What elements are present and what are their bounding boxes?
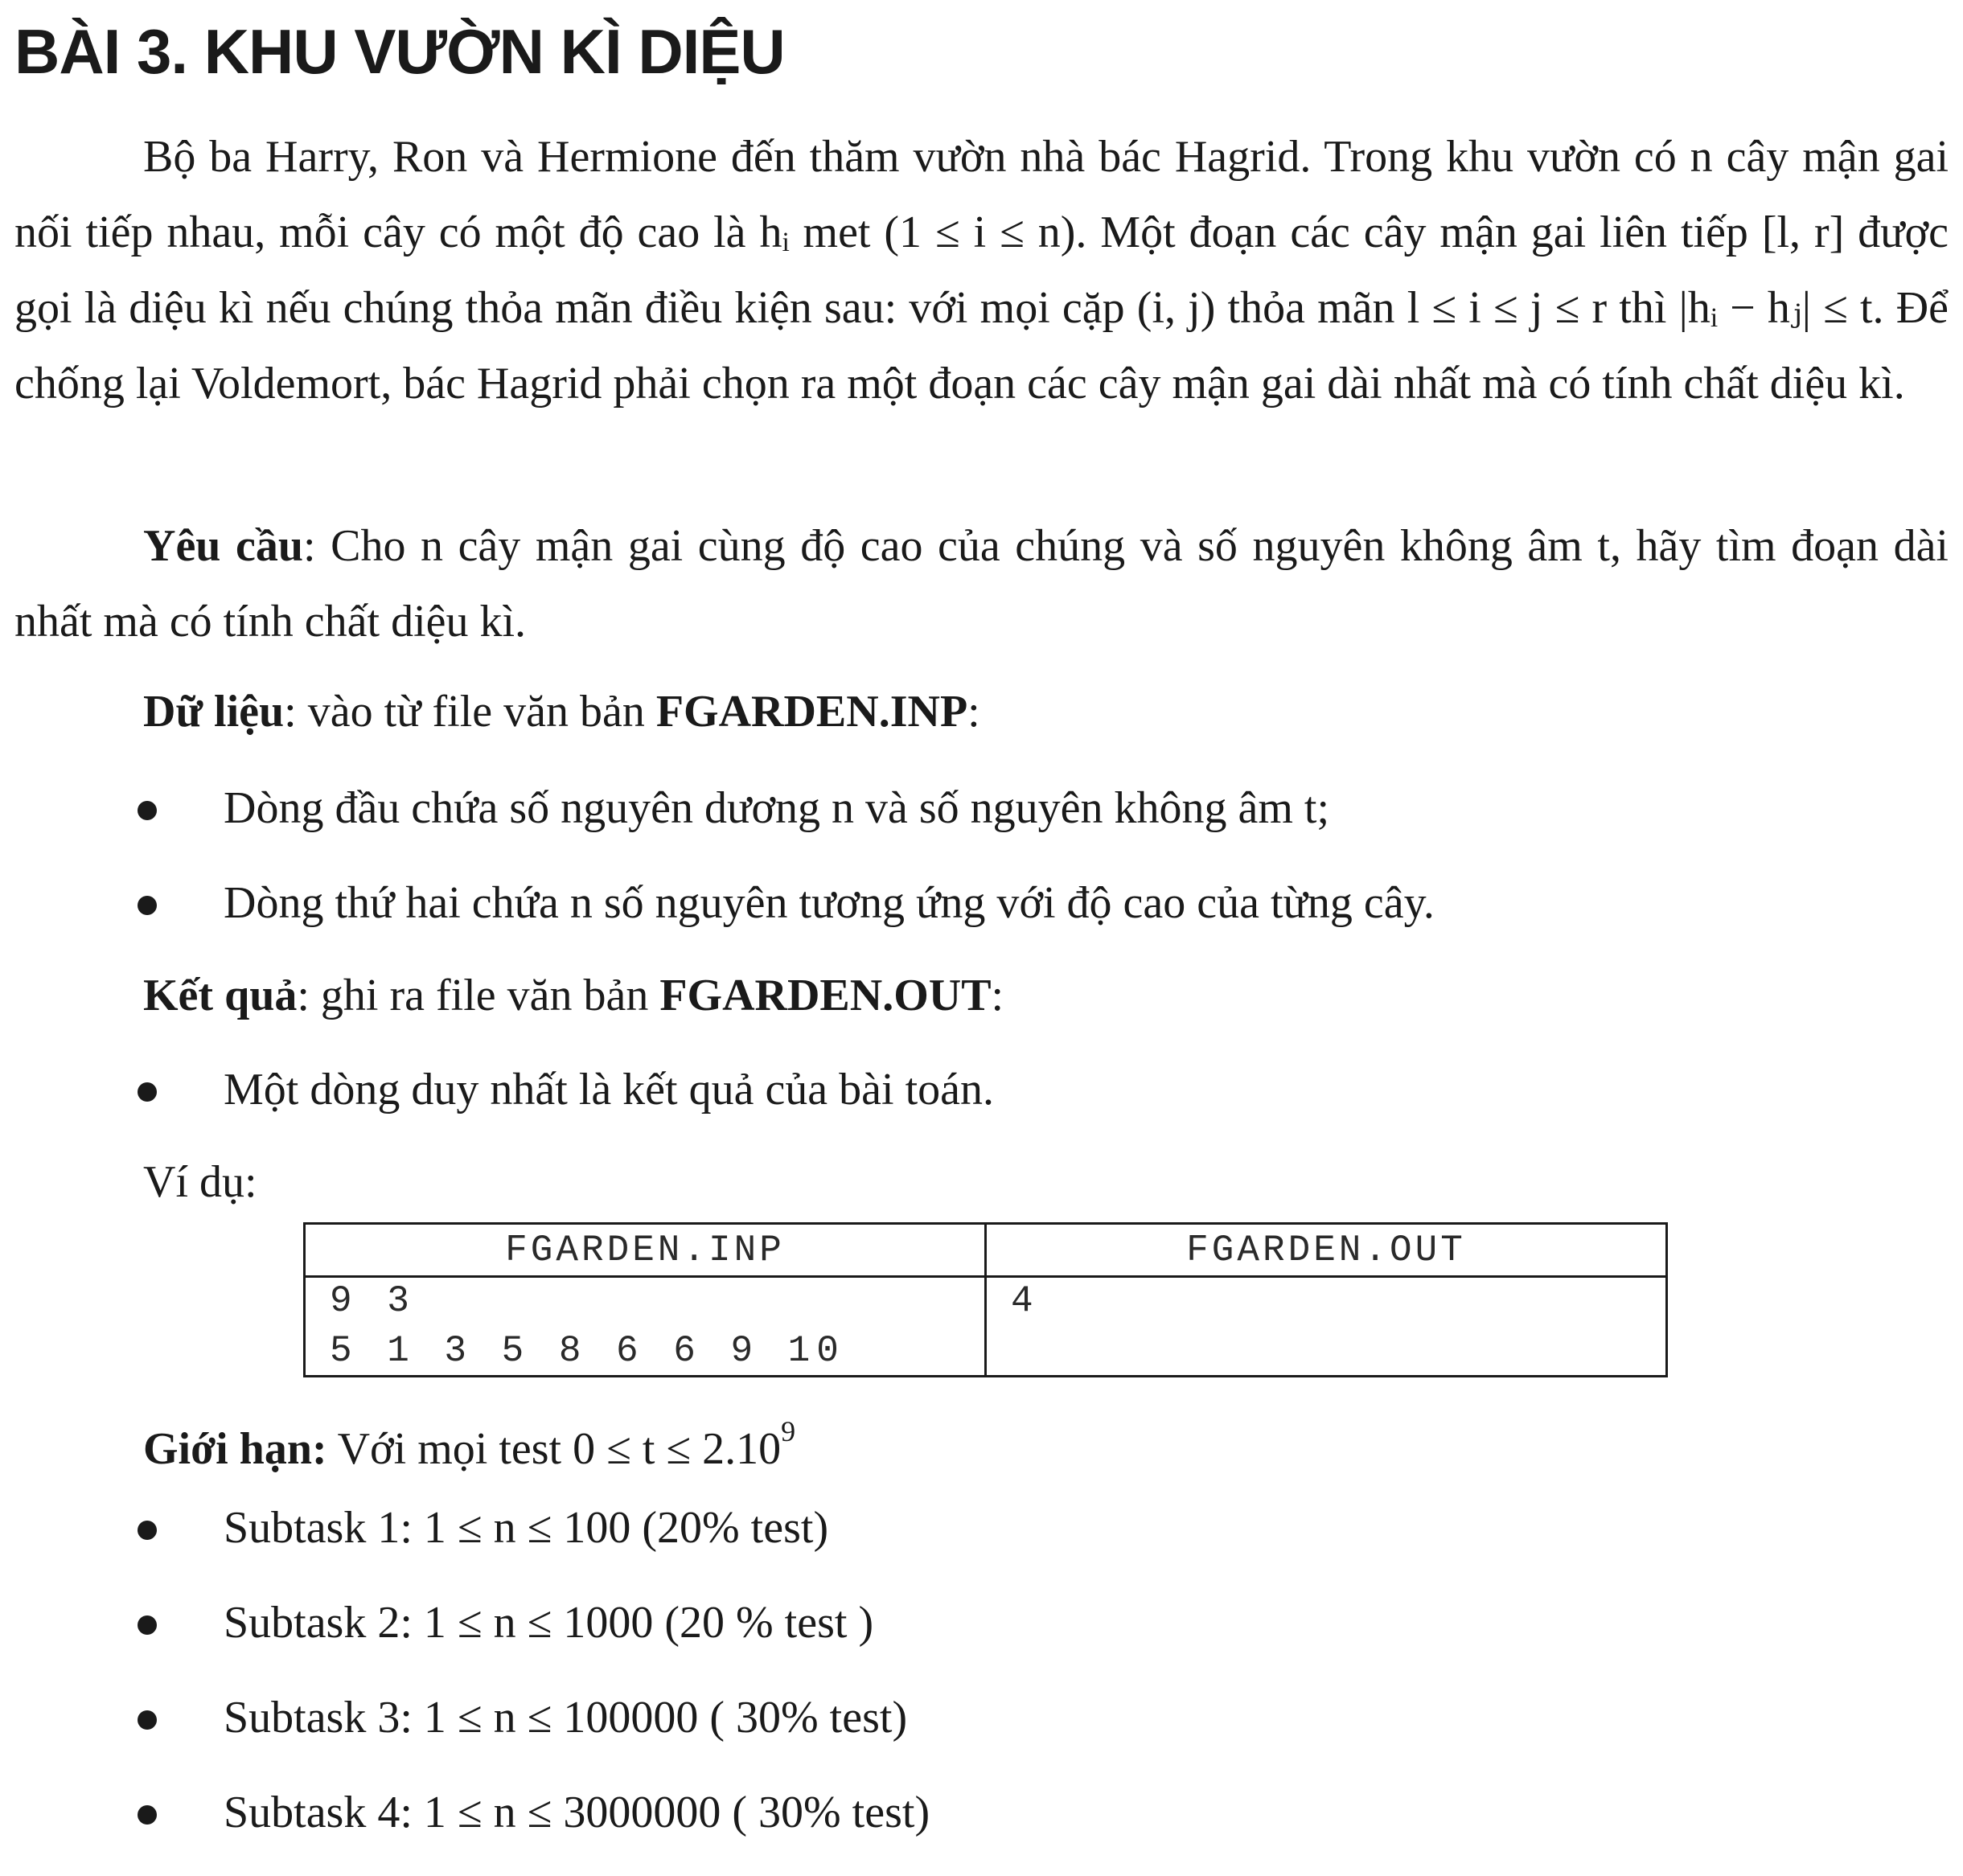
example-table bbox=[303, 1222, 1668, 1377]
output-text: : ghi ra file văn bản bbox=[297, 971, 660, 1020]
input-bullet-text: Dòng đầu chứa số nguyên dương n và số nguyên không âm t; bbox=[224, 783, 1330, 833]
problem-statement: Bộ ba Harry, Ron và Hermione đến thăm vườn nhà bác Hagrid. Trong khu vườn có n cây mận gai nối tiếp nhau, mỗi cây có một độ cao là hᵢ met (1 ≤ i ≤ n). Một đoạn các cây mận gai liên tiếp [l, r] được gọi là diệu kì nếu chúng thỏa mãn điều kiện sau: với mọi cặp (i, j) thỏa mãn l ≤ i ≤ j ≤ r thì |hᵢ − hⱼ| ≤ t. Để chống lại Voldemort, bác Hagrid phải chọn ra một đoạn các cây mận gai dài nhất mà có tính chất diệu kì. bbox=[14, 132, 1949, 408]
input-bullet-text: Dòng thứ hai chứa n số nguyên tương ứng với độ cao của từng cây. bbox=[224, 878, 1435, 928]
limits-text: Với mọi test 0 ≤ t ≤ 2.10 bbox=[326, 1424, 782, 1474]
input-heading bbox=[143, 683, 980, 740]
requirement-label: Yêu cầu bbox=[143, 521, 303, 571]
output-colon: : bbox=[991, 971, 1004, 1020]
table-header-output: FGARDEN.OUT bbox=[1186, 1229, 1466, 1271]
bullet-icon bbox=[138, 1615, 157, 1635]
output-line: 4 bbox=[1011, 1280, 1040, 1322]
example-label: Ví dụ: bbox=[143, 1157, 257, 1207]
subtask-text: Subtask 2: 1 ≤ n ≤ 1000 (20 % test ) bbox=[224, 1598, 874, 1648]
output-file-name: FGARDEN.OUT bbox=[659, 971, 992, 1020]
subtask-text: Subtask 3: 1 ≤ n ≤ 100000 ( 30% test) bbox=[224, 1693, 908, 1743]
table-cell-input bbox=[306, 1276, 845, 1376]
limits-exponent: 9 bbox=[781, 1415, 796, 1447]
input-line: 5 1 3 5 8 6 6 9 10 bbox=[330, 1330, 845, 1372]
input-file-name: FGARDEN.INP bbox=[655, 687, 968, 737]
limits-label: Giới hạn: bbox=[143, 1424, 327, 1474]
table-header-input: FGARDEN.INP bbox=[505, 1229, 785, 1271]
bullet-icon bbox=[138, 1805, 157, 1825]
bullet-icon bbox=[138, 801, 157, 820]
subtask-text: Subtask 4: 1 ≤ n ≤ 3000000 ( 30% test) bbox=[224, 1788, 930, 1837]
bullet-icon bbox=[138, 1082, 157, 1102]
requirement-text: : Cho n cây mận gai cùng độ cao của chúng và số nguyên không âm t, hãy tìm đoạn dài nhất mà có tính chất diệu kì. bbox=[14, 521, 1949, 647]
bullet-icon bbox=[138, 1521, 157, 1540]
subtask-text: Subtask 1: 1 ≤ n ≤ 100 (20% test) bbox=[224, 1503, 829, 1553]
table-cell-output bbox=[987, 1276, 1040, 1326]
input-colon: : bbox=[967, 687, 980, 737]
requirement-paragraph bbox=[14, 508, 1949, 659]
bullet-icon bbox=[138, 1710, 157, 1730]
input-label: Dữ liệu bbox=[143, 687, 285, 737]
input-line: 9 3 bbox=[330, 1280, 416, 1322]
output-bullet-text: Một dòng duy nhất là kết quả của bài toán. bbox=[224, 1065, 994, 1115]
output-label: Kết quả bbox=[143, 971, 298, 1020]
input-text: : vào từ file văn bản bbox=[284, 687, 656, 737]
bullet-icon bbox=[138, 896, 157, 915]
output-heading bbox=[143, 967, 1004, 1024]
problem-title: BÀI 3. KHU VƯỜN KÌ DIỆU bbox=[14, 16, 785, 87]
limits-heading bbox=[143, 1403, 795, 1477]
